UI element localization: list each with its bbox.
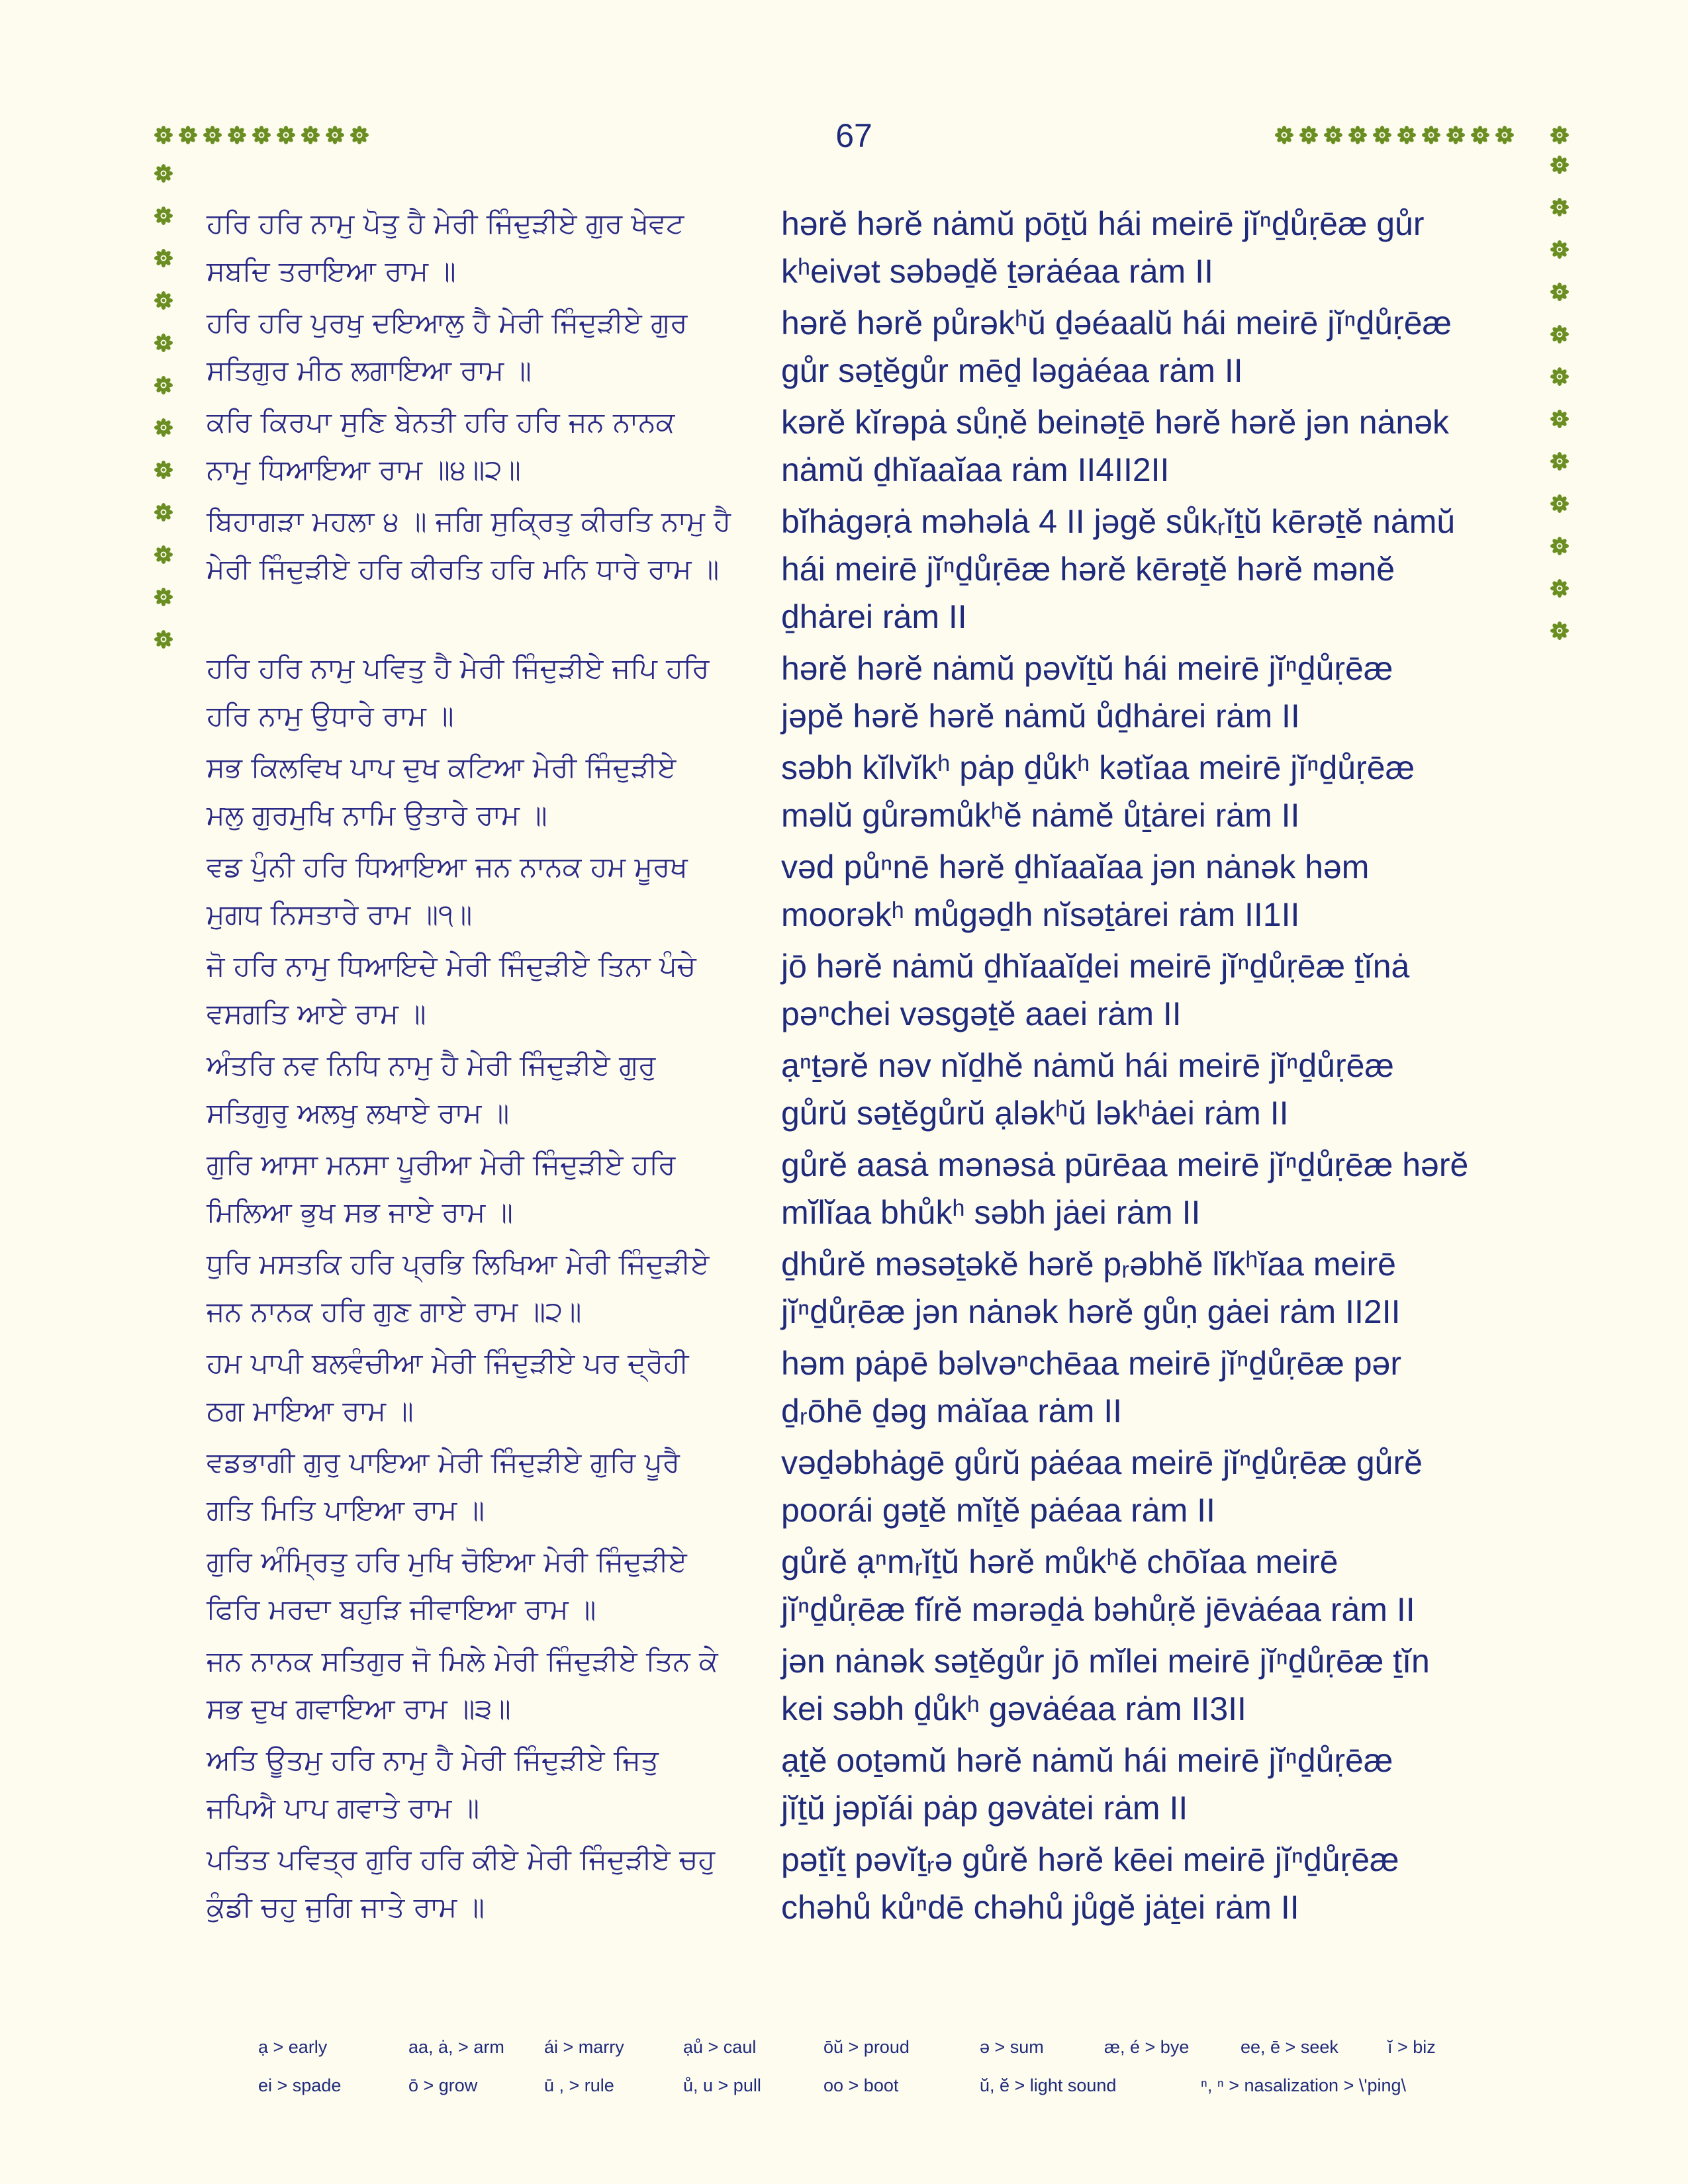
- page-number: 67: [835, 117, 872, 154]
- key-entry: ů, u > pull: [683, 2075, 761, 2095]
- transliteration-line: səbh kĭlvĭkʰ pȧp ḏůkʰ kətĭaa meirē jĭⁿḏůṛēæ: [781, 749, 1415, 786]
- key-entry: ei > spade: [258, 2075, 342, 2095]
- transliteration-line: jĭṯŭ jəpĭái pȧp gəvȧtei rȧm II: [781, 1790, 1188, 1827]
- key-entry: oo > boot: [823, 2075, 899, 2095]
- key-entry: ū , > rule: [544, 2075, 614, 2095]
- key-entry: ái > marry: [544, 2037, 624, 2057]
- transliteration-text: [781, 1637, 1562, 1733]
- gurmukhi-line: ਹਰਿ ਹਰਿ ਪੁਰਖੁ ਦਇਆਲੁ ਹੈ ਮੇਰੀ ਜਿੰਦੁੜੀਏ ਗੁਰ: [207, 306, 688, 339]
- gurmukhi-line: ਅੰਤਰਿ ਨਵ ਨਿਧਿ ਨਾਮੁ ਹੈ ਮੇਰੀ ਜਿੰਦੁੜੀਏ ਗੁਰੁ: [207, 1049, 656, 1081]
- gurmukhi-line: ਮੁਗਧ ਨਿਸਤਾਰੇ ਰਾਮ ॥੧॥: [207, 898, 473, 931]
- transliteration-line: gůrŭ səṯĕgůrŭ ạləkʰŭ ləkʰȧei rȧm II: [781, 1095, 1289, 1132]
- gurmukhi-line: ਫਿਰਿ ਮਰਦਾ ਬਹੁੜਿ ਜੀਵਾਇਆ ਰਾਮ ॥: [207, 1593, 596, 1625]
- gurmukhi-line: ਹਰਿ ਨਾਮੁ ਉਧਾਰੇ ਰਾਮ ॥: [207, 700, 454, 732]
- transliteration-line: kei səbh ḏůkʰ gəvȧéaa rȧm II3II: [781, 1690, 1246, 1727]
- gurmukhi-line: ਮੇਰੀ ਜਿੰਦੁੜੀਏ ਹਰਿ ਕੀਰਤਿ ਹਰਿ ਮਨਿ ਧਾਰੇ ਰਾਮ ॥: [207, 553, 720, 585]
- transliteration-text: [781, 1340, 1562, 1435]
- gurmukhi-text: [207, 398, 776, 494]
- gurmukhi-line: ਜਨ ਨਾਨਕ ਸਤਿਗੁਰ ਜੋ ਮਿਲੇ ਮੇਰੀ ਜਿੰਦੁੜੀਏ ਤਿਨ ਕੇ: [207, 1645, 718, 1677]
- transliteration-line: vəḏəbhȧgē gůrŭ pȧéaa meirē jĭⁿḏůṛēæ gůrĕ: [781, 1444, 1423, 1481]
- transliteration-text: [781, 942, 1562, 1038]
- gurmukhi-line: ਸਭ ਕਿਲਵਿਖ ਪਾਪ ਦੁਖ ਕਟਿਆ ਮੇਰੀ ਜਿੰਦੁੜੀਏ: [207, 751, 677, 784]
- transliteration-text: [781, 1141, 1562, 1236]
- transliteration-line: gůrĕ aasȧ mənəsȧ pūrēaa meirē jĭⁿḏůṛēæ hərĕ: [781, 1146, 1469, 1183]
- transliteration-line: hərĕ hərĕ nȧmŭ pōṯŭ hái meirē jĭⁿḏůṛēæ gůr: [781, 205, 1425, 242]
- transliteration-text: [781, 1439, 1562, 1534]
- transliteration-line: məlŭ gůrəmůkʰĕ nȧmĕ ůṯȧrei rȧm II: [781, 797, 1300, 834]
- transliteration-text: [781, 1240, 1562, 1336]
- gurmukhi-line: ਅਤਿ ਊਤਮੁ ਹਰਿ ਨਾਮੁ ਹੈ ਮੇਰੀ ਜਿੰਦੁੜੀਏ ਜਿਤੁ: [207, 1744, 659, 1776]
- transliteration-line: hərĕ hərĕ nȧmŭ pəvĭṯŭ hái meirē jĭⁿḏůṛēæ: [781, 650, 1393, 687]
- transliteration-line: ạⁿṯərĕ nəv nĭḏhĕ nȧmŭ hái meirē jĭⁿḏůṛēæ: [781, 1047, 1394, 1084]
- gurmukhi-text: [207, 1439, 776, 1534]
- transliteration-line: moorəkʰ můgəḏh nĭsəṯȧrei rȧm II1II: [781, 896, 1300, 933]
- gurmukhi-text: [207, 645, 776, 740]
- transliteration-text: [781, 299, 1562, 394]
- gurmukhi-text: [207, 1637, 776, 1733]
- key-row: [0, 2075, 1688, 2109]
- gurmukhi-line: ਵਡਭਾਗੀ ਗੁਰੁ ਪਾਇਆ ਮੇਰੀ ਜਿੰਦੁੜੀਏ ਗੁਰਿ ਪੂਰੈ: [207, 1446, 680, 1479]
- gurmukhi-text: [207, 1240, 776, 1336]
- gurmukhi-line: ਵਡ ਪੁੰਨੀ ਹਰਿ ਧਿਆਇਆ ਜਨ ਨਾਨਕ ਹਮ ਮੂਰਖ: [207, 850, 688, 883]
- transliteration-line: jĭⁿḏůṛēæ jən nȧnək hərĕ gůṇ gȧei rȧm II2II: [781, 1293, 1401, 1330]
- gurmukhi-line: ਸਤਿਗੁਰ ਮੀਠ ਲਗਾਇਆ ਰਾਮ ॥: [207, 354, 532, 387]
- gurmukhi-line: ਜਪਿਐ ਪਾਪ ਗਵਾਤੇ ਰਾਮ ॥: [207, 1792, 480, 1824]
- gurmukhi-text: [207, 1141, 776, 1236]
- key-entry: ĭ > biz: [1387, 2037, 1436, 2057]
- transliteration-text: [781, 1836, 1562, 1931]
- transliteration-line: poorái gəṯĕ mĭṯĕ pȧéaa rȧm II: [781, 1492, 1215, 1529]
- gurmukhi-line: ਨਾਮੁ ਧਿਆਇਆ ਰਾਮ ॥੪॥੨॥: [207, 453, 521, 486]
- gurmukhi-text: [207, 200, 776, 295]
- gurmukhi-line: ਹਰਿ ਹਰਿ ਨਾਮੁ ਪਵਿਤੁ ਹੈ ਮੇਰੀ ਜਿੰਦੁੜੀਏ ਜਪਿ ਹਰਿ: [207, 652, 710, 684]
- gurmukhi-text: [207, 1836, 776, 1931]
- transliteration-text: [781, 200, 1562, 295]
- gurmukhi-text: [207, 1042, 776, 1137]
- gurmukhi-text: [207, 1340, 776, 1435]
- gurmukhi-line: ਧੁਰਿ ਮਸਤਕਿ ਹਰਿ ਪ੍ਰਭਿ ਲਿਖਿਆ ਮੇਰੀ ਜਿੰਦੁੜੀਏ: [207, 1248, 710, 1280]
- transliteration-line: gůrĕ ạⁿmᵣĭṯŭ hərĕ můkʰĕ chōĭaa meirē: [781, 1543, 1338, 1580]
- gurmukhi-text: [207, 1737, 776, 1832]
- key-entry: ō > grow: [408, 2075, 478, 2095]
- transliteration-line: ạṯĕ ooṯəmŭ hərĕ nȧmŭ hái meirē jĭⁿḏůṛēæ: [781, 1742, 1393, 1779]
- transliteration-line: bĭhȧgəṛȧ məhəlȧ 4 II jəgĕ sůkᵣĭṯŭ kērəṯĕ nȧmŭ: [781, 503, 1456, 540]
- gurmukhi-line: ਠਗ ਮਾਇਆ ਰਾਮ ॥: [207, 1394, 414, 1427]
- transliteration-line: chəhů kůⁿdē chəhů jůgĕ jȧṯei rȧm II: [781, 1889, 1299, 1926]
- transliteration-line: kʰeivət səbəḏĕ ṯərȧéaa rȧm II: [781, 253, 1213, 290]
- gurmukhi-line: ਗਤਿ ਮਿਤਿ ਪਾਇਆ ਰਾਮ ॥: [207, 1494, 485, 1526]
- gurmukhi-text: [207, 942, 776, 1038]
- transliteration-line: mĭlĭaa bhůkʰ səbh jȧei rȧm II: [781, 1194, 1201, 1231]
- key-entry: aa, ȧ, > arm: [408, 2037, 504, 2057]
- transliteration-line: ḏhȧrei rȧm II: [781, 598, 967, 635]
- transliteration-line: ḏᵣōhē ḏəg mȧĭaa rȧm II: [781, 1392, 1123, 1430]
- transliteration-line: jō hərĕ nȧmŭ ḏhĭaaĭḏei meirē jĭⁿḏůṛēæ ṯĭnȧ: [781, 948, 1410, 985]
- key-entry: ŭ, ĕ > light sound: [980, 2075, 1117, 2095]
- gurmukhi-line: ਗੁਰਿ ਅੰਮ੍ਰਿਤੁ ਹਰਿ ਮੁਖਿ ਚੋਇਆ ਮੇਰੀ ਜਿੰਦੁੜੀਏ: [207, 1545, 687, 1578]
- key-entry: ōŭ > proud: [823, 2037, 910, 2057]
- gurmukhi-text: [207, 1538, 776, 1633]
- gurmukhi-line: ਸਭ ਦੁਖ ਗਵਾਇਆ ਰਾਮ ॥੩॥: [207, 1692, 511, 1725]
- gurmukhi-line: ਮਲੁ ਗੁਰਮੁਖਿ ਨਾਮਿ ਉਤਾਰੇ ਰਾਮ ॥: [207, 799, 547, 831]
- transliteration-line: vəd půⁿnē hərĕ ḏhĭaaĭaa jən nȧnək həm: [781, 848, 1370, 886]
- transliteration-text: [781, 744, 1562, 839]
- transliteration-text: [781, 1737, 1562, 1832]
- transliteration-text: [781, 645, 1562, 740]
- key-entry: ⁿ, ⁿ > nasalization > \'ping\: [1201, 2075, 1407, 2095]
- gurmukhi-line: ਜੋ ਹਰਿ ਨਾਮੁ ਧਿਆਇਦੇ ਮੇਰੀ ਜਿੰਦੁੜੀਏ ਤਿਨਾ ਪੰਚੇ: [207, 950, 696, 982]
- gurmukhi-text: [207, 744, 776, 839]
- key-entry: ee, ē > seek: [1241, 2037, 1338, 2057]
- gurmukhi-line: ਸਤਿਗੁਰੁ ਅਲਖੁ ਲਖਾਏ ਰਾਮ ॥: [207, 1097, 510, 1129]
- transliteration-text: [781, 843, 1562, 938]
- transliteration-line: hərĕ hərĕ půrəkʰŭ ḏəéaalŭ hái meirē jĭⁿḏůṛēæ: [781, 304, 1452, 341]
- transliteration-line: jən nȧnək səṯĕgůr jō mĭlei meirē jĭⁿḏůṛēæ ṯĭn: [781, 1643, 1430, 1680]
- gurmukhi-text: [207, 843, 776, 938]
- gurmukhi-line: ਮਿਲਿਆ ਭੁਖ ਸਭ ਜਾਏ ਰਾਮ ॥: [207, 1196, 513, 1228]
- gurmukhi-line: ਗੁਰਿ ਆਸਾ ਮਨਸਾ ਪੂਰੀਆ ਮੇਰੀ ਜਿੰਦੁੜੀਏ ਹਰਿ: [207, 1148, 676, 1181]
- gurmukhi-text: [207, 299, 776, 394]
- transliteration-line: pəⁿchei vəsgəṯĕ aaei rȧm II: [781, 995, 1182, 1032]
- key-entry: ạ > early: [258, 2037, 328, 2057]
- transliteration-line: pəṯĭṯ pəvĭṯᵣə gůrĕ hərĕ kēei meirē jĭⁿḏůṛēæ: [781, 1841, 1399, 1878]
- gurmukhi-text: [207, 498, 776, 593]
- transliteration-line: hái meirē jĭⁿḏůṛēæ hərĕ kērəṯĕ hərĕ mənĕ: [781, 551, 1395, 588]
- key-entry: ạů > caul: [683, 2037, 757, 2057]
- key-entry: ə > sum: [980, 2037, 1044, 2057]
- gurmukhi-line: ਕਰਿ ਕਿਰਪਾ ਸੁਣਿ ਬੇਨਤੀ ਹਰਿ ਹਰਿ ਜਨ ਨਾਨਕ: [207, 406, 675, 438]
- transliteration-line: kərĕ kĭrəpȧ sůṇĕ beinəṯē hərĕ hərĕ jən nȧnək: [781, 404, 1450, 441]
- gurmukhi-line: ਹਮ ਪਾਪੀ ਬਲਵੰਚੀਆ ਮੇਰੀ ਜਿੰਦੁੜੀਏ ਪਰ ਦ੍ਰੋਹੀ: [207, 1347, 689, 1379]
- transliteration-text: [781, 398, 1562, 494]
- gurmukhi-line: ਕੁੰਡੀ ਚਹੁ ਜੁਗਿ ਜਾਤੇ ਰਾਮ ॥: [207, 1891, 485, 1923]
- gurmukhi-line: ਬਿਹਾਗੜਾ ਮਹਲਾ ੪ ॥ ਜਗਿ ਸੁਕ੍ਰਿਤੁ ਕੀਰਤਿ ਨਾਮੁ ਹੈ: [207, 505, 731, 537]
- transliteration-text: [781, 498, 1562, 641]
- transliteration-line: gůr səṯĕgůr mēḏ ləgȧéaa rȧm II: [781, 352, 1243, 389]
- gurmukhi-line: ਵਸਗਤਿ ਆਏ ਰਾਮ ॥: [207, 997, 426, 1030]
- gurmukhi-line: ਹਰਿ ਹਰਿ ਨਾਮੁ ਪੋਤੁ ਹੈ ਮੇਰੀ ਜਿੰਦੁੜੀਏ ਗੁਰ ਖੇਵਟ: [207, 207, 684, 240]
- transliteration-line: ḏhůrĕ məsəṯəkĕ hərĕ pᵣəbhĕ lĭkʰĭaa meirē: [781, 1246, 1396, 1283]
- transliteration-text: [781, 1042, 1562, 1137]
- key-row: [0, 2037, 1688, 2070]
- gurmukhi-line: ਸਬਦਿ ਤਰਾਇਆ ਰਾਮ ॥: [207, 255, 456, 287]
- gurmukhi-line: ਜਨ ਨਾਨਕ ਹਰਿ ਗੁਣ ਗਾਏ ਰਾਮ ॥੨॥: [207, 1295, 582, 1328]
- transliteration-line: nȧmŭ ḏhĭaaĭaa rȧm II4II2II: [781, 451, 1170, 488]
- gurmukhi-line: ਪਤਿਤ ਪਵਿਤ੍ਰ ਗੁਰਿ ਹਰਿ ਕੀਏ ਮੇਰੀ ਜਿੰਦੁੜੀਏ ਚਹੁ: [207, 1843, 716, 1876]
- transliteration-text: [781, 1538, 1562, 1633]
- transliteration-line: həm pȧpē bəlvəⁿchēaa meirē jĭⁿḏůṛēæ pər: [781, 1345, 1402, 1382]
- key-entry: æ, é > bye: [1104, 2037, 1190, 2057]
- transliteration-line: jĭⁿḏůṛēæ fĭrĕ mərəḏȧ bəhůṛĕ jēvȧéaa rȧm II: [781, 1591, 1415, 1628]
- transliteration-line: jəpĕ hərĕ hərĕ nȧmŭ ůḏhȧrei rȧm II: [781, 698, 1300, 735]
